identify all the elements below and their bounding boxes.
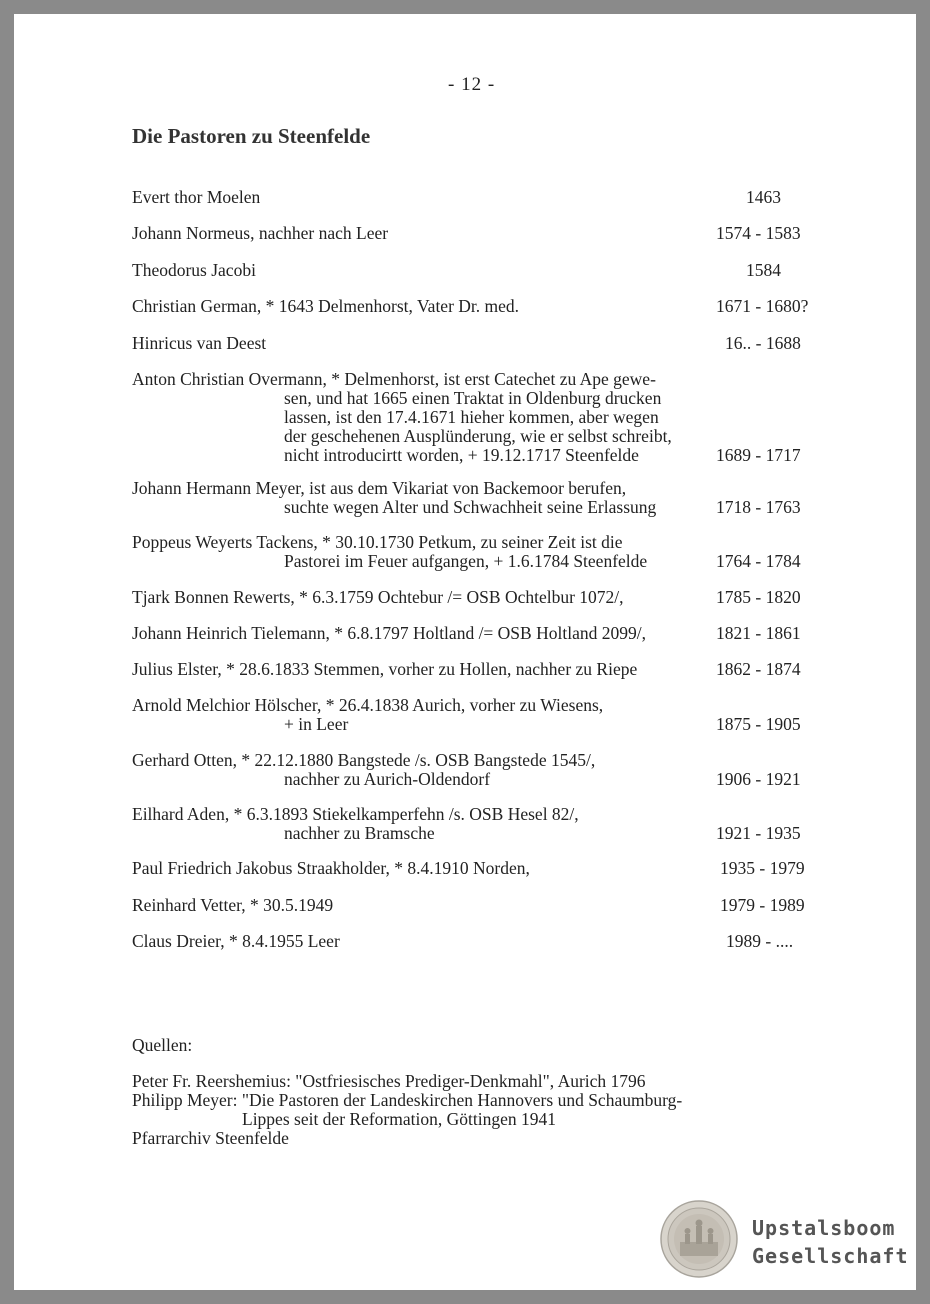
pastor-name-line: Julius Elster, * 28.6.1833 Stemmen, vorher zu Hollen, nachher zu Riepe bbox=[132, 659, 638, 679]
pastor-entry bbox=[132, 859, 822, 878]
pastor-years: 1671 - 1680? bbox=[716, 296, 809, 316]
source-line: Peter Fr. Reershemius: "Ostfriesisches Prediger-Denkmahl", Aurich 1796 bbox=[132, 1071, 646, 1091]
pastor-entry bbox=[132, 479, 822, 517]
pastor-name-line: Hinricus van Deest bbox=[132, 333, 267, 353]
pastor-years: 1875 - 1905 bbox=[716, 714, 801, 734]
pastor-name-line: Johann Heinrich Tielemann, * 6.8.1797 Holtland /= OSB Holtland 2099/, bbox=[132, 623, 646, 643]
pastor-entry bbox=[132, 751, 822, 789]
pastor-years: 1689 - 1717 bbox=[716, 445, 801, 465]
pastor-entry bbox=[132, 696, 822, 734]
pastor-note-line: der geschehenen Ausplünderung, wie er selbst schreibt, bbox=[284, 426, 672, 446]
pastor-entry bbox=[132, 297, 822, 316]
pastor-name-line: Gerhard Otten, * 22.12.1880 Bangstede /s. OSB Bangstede 1545/, bbox=[132, 750, 596, 770]
pastor-entry bbox=[132, 805, 822, 843]
pastor-name-line: Johann Normeus, nachher nach Leer bbox=[132, 223, 389, 243]
pastor-name-line: Johann Hermann Meyer, ist aus dem Vikariat von Backemoor berufen, bbox=[132, 478, 627, 498]
pastor-entry bbox=[132, 932, 822, 951]
pastor-entry bbox=[132, 370, 822, 465]
pastor-note-line: lassen, ist den 17.4.1671 hieher kommen, aber wegen bbox=[284, 407, 659, 427]
pastor-entry bbox=[132, 334, 822, 353]
pastor-years: 1979 - 1989 bbox=[720, 895, 805, 915]
pastor-years: 1718 - 1763 bbox=[716, 497, 801, 517]
pastor-years: 1906 - 1921 bbox=[716, 769, 801, 789]
pastor-note-line: nachher zu Aurich-Oldendorf bbox=[284, 769, 491, 789]
pastor-years: 16.. - 1688 bbox=[725, 333, 801, 353]
source-line: Pfarrarchiv Steenfelde bbox=[132, 1128, 289, 1148]
pastor-years: 1935 - 1979 bbox=[720, 858, 805, 878]
pastor-name-line: Anton Christian Overmann, * Delmenhorst, ist erst Catechet zu Ape gewe- bbox=[132, 369, 656, 389]
pastor-entry bbox=[132, 188, 822, 207]
pastor-entry bbox=[132, 588, 822, 607]
pastor-entry bbox=[132, 533, 822, 571]
pastor-name-line: Eilhard Aden, * 6.3.1893 Stiekelkamperfehn /s. OSB Hesel 82/, bbox=[132, 804, 579, 824]
document-page bbox=[14, 14, 916, 1290]
pastor-name-line: Christian German, * 1643 Delmenhorst, Vater Dr. med. bbox=[132, 296, 520, 316]
pastor-years: 1574 - 1583 bbox=[716, 223, 801, 243]
source-line: Lippes seit der Reformation, Göttingen 1941 bbox=[242, 1109, 556, 1129]
pastor-entry bbox=[132, 660, 822, 679]
page-number: - 12 - bbox=[448, 74, 496, 95]
pastor-note-line: nicht introducirtt worden, + 19.12.1717 Steenfelde bbox=[284, 445, 639, 465]
brand-name-line1: Upstalsboom bbox=[752, 1216, 896, 1240]
pastor-name-line: Paul Friedrich Jakobus Straakholder, * 8.4.1910 Norden, bbox=[132, 858, 530, 878]
sources-heading: Quellen: bbox=[132, 1035, 193, 1055]
pastor-years: 1785 - 1820 bbox=[716, 587, 801, 607]
source-line: Philipp Meyer: "Die Pastoren der Landeskirchen Hannovers und Schaumburg- bbox=[132, 1090, 683, 1110]
pastor-years: 1584 bbox=[746, 260, 781, 280]
pastor-entry bbox=[132, 261, 822, 280]
pastor-note-line: sen, und hat 1665 einen Traktat in Oldenburg drucken bbox=[284, 388, 662, 408]
pastor-entry bbox=[132, 896, 822, 915]
pastor-name-line: Arnold Melchior Hölscher, * 26.4.1838 Aurich, vorher zu Wiesens, bbox=[132, 695, 604, 715]
pastor-name-line: Tjark Bonnen Rewerts, * 6.3.1759 Ochtebur /= OSB Ochtelbur 1072/, bbox=[132, 587, 624, 607]
pastor-note-line: suchte wegen Alter und Schwachheit seine Erlassung bbox=[284, 497, 657, 517]
pastor-years: 1764 - 1784 bbox=[716, 551, 801, 571]
pastor-name-line: Reinhard Vetter, * 30.5.1949 bbox=[132, 895, 334, 915]
pastor-note-line: + in Leer bbox=[284, 714, 349, 734]
pastor-entry bbox=[132, 624, 822, 643]
pastor-years: 1921 - 1935 bbox=[716, 823, 801, 843]
pastor-name-line: Evert thor Moelen bbox=[132, 187, 261, 207]
page-title: Die Pastoren zu Steenfelde bbox=[132, 124, 371, 148]
pastor-years: 1463 bbox=[746, 187, 781, 207]
pastor-years: 1862 - 1874 bbox=[716, 659, 801, 679]
pastor-entry bbox=[132, 224, 822, 243]
society-seal-icon bbox=[660, 1200, 738, 1278]
pastor-years: 1821 - 1861 bbox=[716, 623, 801, 643]
pastor-name-line: Theodorus Jacobi bbox=[132, 260, 256, 280]
pastor-name-line: Claus Dreier, * 8.4.1955 Leer bbox=[132, 931, 340, 951]
pastor-years: 1989 - .... bbox=[726, 931, 794, 951]
pastor-note-line: Pastorei im Feuer aufgangen, + 1.6.1784 Steenfelde bbox=[284, 551, 648, 571]
brand-name-line2: Gesellschaft bbox=[752, 1244, 909, 1268]
pastor-name-line: Poppeus Weyerts Tackens, * 30.10.1730 Petkum, zu seiner Zeit ist die bbox=[132, 532, 623, 552]
pastor-note-line: nachher zu Bramsche bbox=[284, 823, 435, 843]
